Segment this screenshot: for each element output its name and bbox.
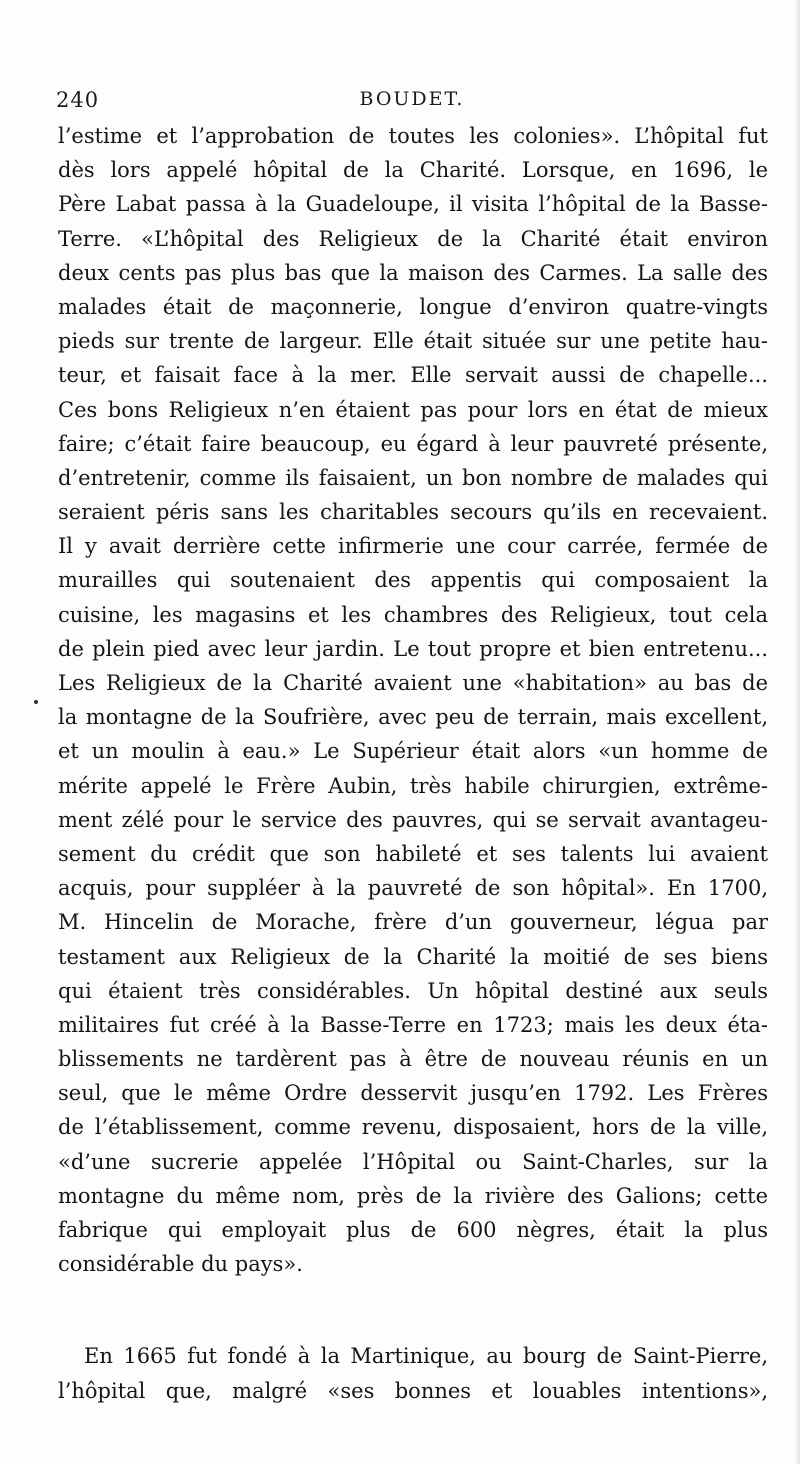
- text-line: Les Religieux de la Charité avaient une «habitation» au bas de: [58, 671, 768, 695]
- text-line: En 1665 fut fondé à la Martinique, au bourg de Saint-Pierre,: [84, 1344, 768, 1369]
- text-line: seul, que le même Ordre desservit jusqu’en 1792. Les Frères: [58, 1081, 768, 1106]
- text-line: murailles qui soutenaient des appentis qui composaient la: [58, 568, 768, 593]
- paragraph-1: [58, 119, 768, 1281]
- text-line: deux cents pas plus bas que la maison des Carmes. La salle des: [58, 260, 768, 285]
- text-line: Ces bons Religieux n’en étaient pas pour lors en état de mieux: [58, 397, 768, 422]
- text-line: mérite appelé le Frère Aubin, très habile chirurgien, extrême-: [58, 773, 768, 798]
- text-line: de l’établissement, comme revenu, disposaient, hors de la ville,: [58, 1115, 768, 1140]
- running-head: BOUDET.: [359, 88, 465, 110]
- page-header: [56, 88, 768, 118]
- margin-mark: [34, 700, 38, 704]
- text-line: M. Hincelin de Morache, frère d’un gouverneur, légua par: [58, 910, 768, 935]
- text-line: l’estime et l’approbation de toutes les colonies». L’hôpital fut: [58, 124, 768, 148]
- page-edge-shadow: [794, 0, 800, 1464]
- text-line: et un moulin à eau.» Le Supérieur était alors «un homme de: [58, 739, 768, 764]
- text-line: Père Labat passa à la Guadeloupe, il visita l’hôpital de la Basse-: [58, 192, 768, 217]
- text-line: Il y avait derrière cette infirmerie une cour carrée, fermée de: [58, 534, 768, 559]
- text-line: de plein pied avec leur jardin. Le tout propre et bien entretenu...: [58, 636, 768, 661]
- text-line: considérable du pays».: [58, 1252, 303, 1277]
- body-text: [58, 119, 768, 1408]
- paragraph-2: [58, 1339, 768, 1407]
- text-line: faire; c’était faire beaucoup, eu égard à leur pauvreté présente,: [58, 431, 768, 456]
- text-line: malades était de maçonnerie, longue d’environ quatre-vingts: [58, 294, 768, 319]
- text-line: la montagne de la Soufrière, avec peu de terrain, mais excellent,: [58, 705, 768, 730]
- text-line: «d’une sucrerie appelée l’Hôpital ou Saint-Charles, sur la: [58, 1149, 768, 1174]
- text-line: blissements ne tardèrent pas à être de nouveau réunis en un: [58, 1047, 768, 1072]
- text-line: qui étaient très considérables. Un hôpital destiné aux seuls: [58, 978, 768, 1003]
- text-line: pieds sur trente de largeur. Elle était située sur une petite hau-: [58, 329, 768, 354]
- text-line: fabrique qui employait plus de 600 nègres, était la plus: [58, 1218, 768, 1242]
- text-line: Terre. «L’hôpital des Religieux de la Charité était environ: [58, 226, 768, 251]
- text-line: acquis, pour suppléer à la pauvreté de son hôpital». En 1700,: [58, 876, 768, 901]
- text-line: montagne du même nom, près de la rivière des Galions; cette: [58, 1183, 768, 1208]
- text-line: sement du crédit que son habileté et ses talents lui avaient: [58, 841, 768, 866]
- text-line: cuisine, les magasins et les chambres des Religieux, tout cela: [58, 602, 768, 627]
- text-line: militaires fut créé à la Basse-Terre en 1723; mais les deux éta-: [58, 1012, 768, 1037]
- text-line: ment zélé pour le service des pauvres, qui se servait avantageu-: [58, 807, 768, 832]
- paragraph-gap: [58, 1281, 768, 1339]
- text-line: seraient péris sans les charitables secours qu’ils en recevaient.: [58, 500, 768, 525]
- text-line: testament aux Religieux de la Charité la moitié de ses biens: [58, 944, 768, 969]
- page-number: 240: [56, 88, 100, 112]
- text-line: teur, et faisait face à la mer. Elle servait aussi de chapelle...: [58, 363, 768, 388]
- text-line: l’hôpital que, malgré «ses bonnes et louables intentions»,: [58, 1378, 768, 1403]
- text-line: dès lors appelé hôpital de la Charité. Lorsque, en 1696, le: [58, 158, 768, 183]
- text-line: d’entretenir, comme ils faisaient, un bon nombre de malades qui: [58, 465, 768, 490]
